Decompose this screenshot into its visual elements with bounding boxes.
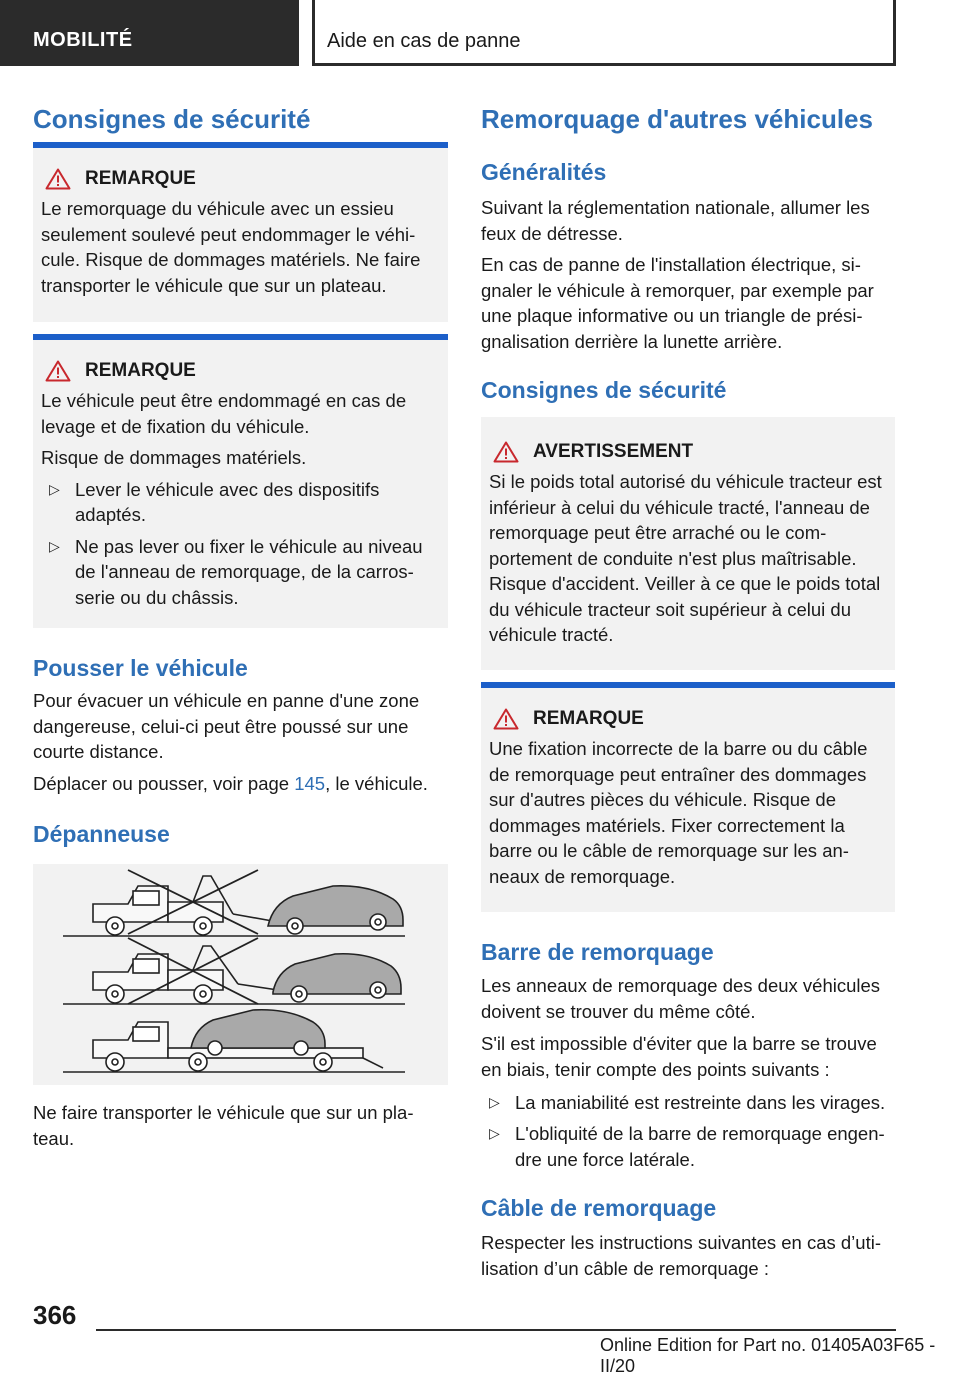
general-text: Suivant la réglementation nationale, allumer les feux de détresse. [481, 197, 870, 244]
note-title: REMARQUE [85, 360, 196, 381]
page-link[interactable]: 145 [294, 773, 326, 794]
list-item: ▷ L'obliquité de la barre de remorquage engen-dre une force latérale. [481, 1121, 895, 1172]
warning-triangle-icon [493, 441, 519, 463]
bullet-triangle-icon: ▷ [49, 537, 60, 554]
page-header [0, 0, 960, 66]
chapter-label: Aide en cas de panne [312, 0, 896, 66]
tow-bar-text: Les anneaux de remorquage des deux véhicules doivent se trouver du même côté. [481, 975, 881, 1022]
warning-triangle-icon [45, 168, 71, 190]
tow-cable-title: Câble de remorquage [481, 1195, 717, 1221]
general-text: En cas de panne de l'installation électrique, si-gnaler le véhicule à remorquer, par exemple par une plaque informative ou un triangle de prési-gnalisation derrière la lunette arrière. [481, 254, 874, 352]
general-title: Généralités [481, 159, 607, 185]
warning-triangle-icon [45, 360, 71, 382]
note-text: Risque de dommages matériels. [41, 447, 307, 468]
towing-title: Remorquage d'autres véhicules [481, 104, 873, 134]
list-item: ▷ Lever le véhicule avec des dispositifs adaptés. [41, 477, 440, 528]
tow-bar-title: Barre de remorquage [481, 939, 714, 965]
warning-text: Si le poids total autorisé du véhicule tracteur est inférieur à celui du véhicule tracté, l'anneau de remorquage peut être arraché ou le com-portement de conduite n'est plus maîtrisable. Risque d'accident. Veiller à ce que le poids total du véhicule tracteur soit supérieur à celui du véhicule tracté. [489, 471, 882, 645]
bullet-triangle-icon: ▷ [489, 1125, 500, 1141]
page-number: 366 [33, 1300, 77, 1330]
tow-truck-diagram [33, 864, 448, 1085]
warning-title: AVERTISSEMENT [533, 441, 694, 462]
push-text: Pour évacuer un véhicule en panne d'une zone dangereuse, celui-ci peut être poussé sur une courte distance. [33, 690, 420, 762]
right-safety-title: Consignes de sécurité [481, 377, 727, 403]
footer-divider [96, 1329, 896, 1331]
edition-label: Online Edition for Part no. 01405A03F65 - II/20 [600, 1335, 936, 1376]
note-title: REMARQUE [85, 168, 196, 189]
tow-cable-text: Respecter les instructions suivantes en cas d’uti-lisation d’un câble de remorquage : [481, 1232, 881, 1279]
section-label: MOBILITÉ [0, 0, 299, 66]
warning-box [481, 417, 895, 670]
note-box-2 [33, 334, 448, 628]
note-text: Le remorquage du véhicule avec un essieu seulement soulevé peut endommager le véhi-cule. Risque de dommages matériels. Ne faire transporter le véhicule que sur un plateau. [41, 198, 421, 296]
list-item: ▷ La maniabilité est restreinte dans les virages. [481, 1090, 895, 1116]
bullet-triangle-icon: ▷ [489, 1094, 500, 1110]
tow-truck-title: Dépanneuse [33, 821, 170, 847]
note-box-3 [481, 682, 895, 912]
bullet-triangle-icon: ▷ [49, 480, 60, 497]
note-text: Le véhicule peut être endommagé en cas de levage et de fixation du véhicule. [41, 390, 407, 437]
tow-truck-illustration [33, 864, 448, 1085]
list-item: ▷ Ne pas lever ou fixer le véhicule au niveau de l'anneau de remorquage, de la carros-serie ou du châssis. [41, 534, 440, 611]
left-safety-title: Consignes de sécurité [33, 104, 311, 134]
note-text: Une fixation incorrecte de la barre ou du câble de remorquage peut entraîner des dommages sur d'autres pièces du véhicule. Risque de dommages matériels. Fixer correctement la barre ou le câble de remorquage sur les an-neaux de remorquage. [489, 738, 868, 887]
tow-truck-caption: Ne faire transporter le véhicule que sur un pla-teau. [33, 1102, 414, 1149]
push-reference: Déplacer ou pousser, voir page 145, le véhicule. [33, 773, 428, 794]
tow-bar-text: S'il est impossible d'éviter que la barre se trouve en biais, tenir compte des points suivants : [481, 1033, 877, 1080]
push-title: Pousser le véhicule [33, 655, 248, 681]
note-box-1 [33, 142, 448, 322]
note-title: REMARQUE [533, 708, 644, 729]
warning-triangle-icon [493, 708, 519, 730]
